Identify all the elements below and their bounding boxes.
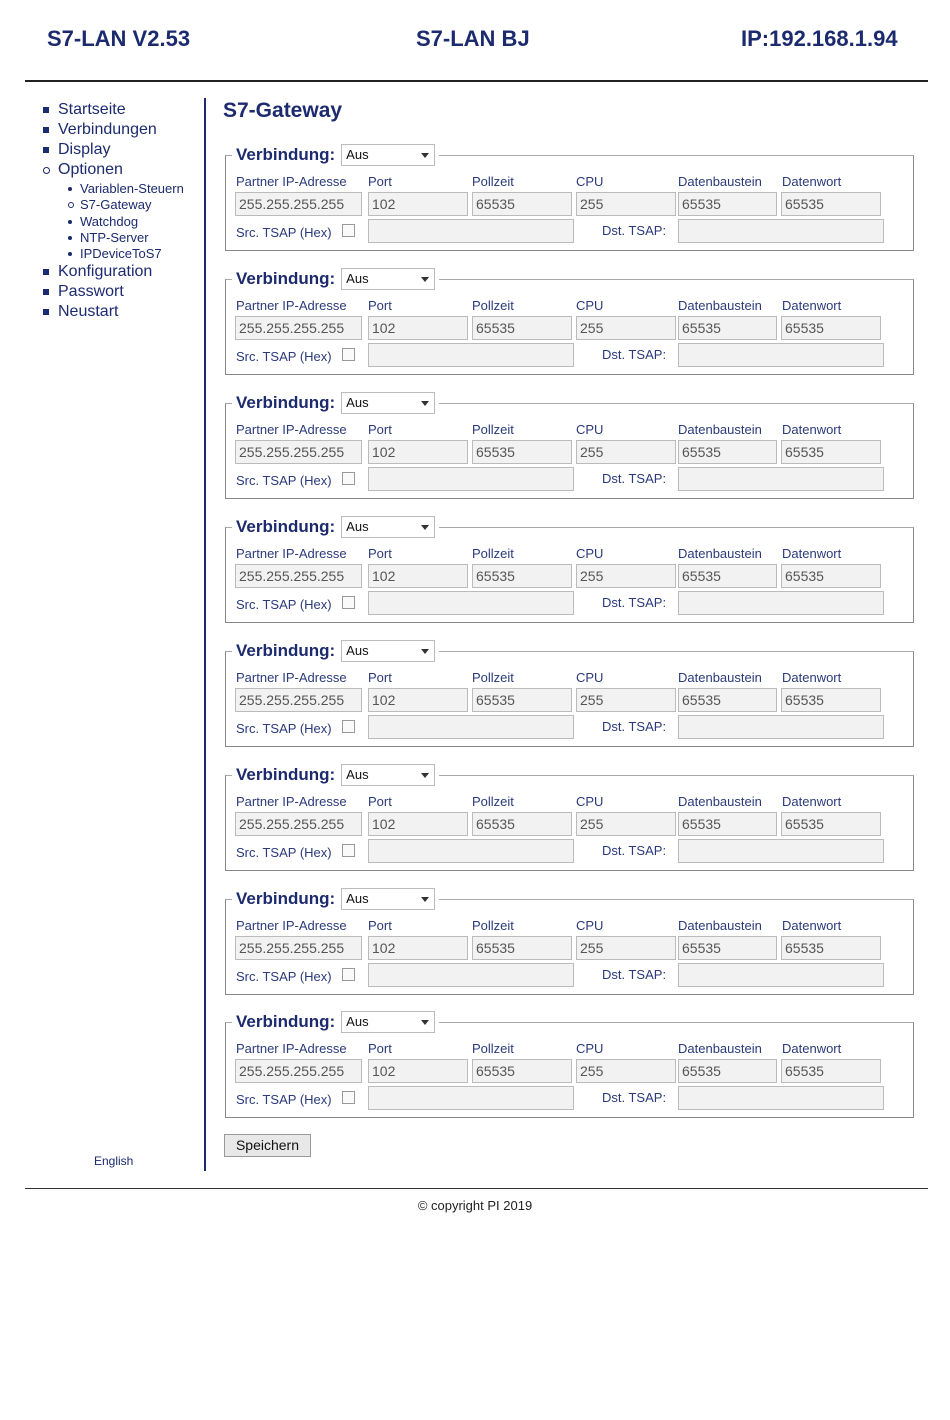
datenbaustein-input[interactable]: 65535	[678, 316, 777, 340]
cpu-input[interactable]: 255	[576, 936, 676, 960]
pollzeit-input[interactable]: 65535	[472, 192, 572, 216]
sidebar-item-passwort[interactable]	[40, 282, 200, 302]
port-label: Port	[368, 1041, 392, 1056]
cpu-input[interactable]: 255	[576, 440, 676, 464]
pollzeit-label: Pollzeit	[472, 670, 514, 685]
datenwort-input[interactable]: 65535	[781, 812, 881, 836]
datenbaustein-label: Datenbaustein	[678, 1041, 762, 1056]
square-bullet-icon	[43, 269, 49, 275]
src-tsap-label: Src. TSAP (Hex)	[236, 225, 332, 240]
src-tsap-checkbox[interactable]	[342, 224, 355, 237]
sidebar-item-optionen[interactable]	[40, 160, 200, 180]
src-tsap-label: Src. TSAP (Hex)	[236, 473, 332, 488]
sidebar-subitem-label: Variablen-Steuern	[80, 181, 184, 196]
datenwort-input[interactable]: 65535	[781, 936, 881, 960]
connection-legend	[232, 762, 439, 788]
connection-legend	[232, 390, 439, 416]
port-label: Port	[368, 298, 392, 313]
partner-ip-label: Partner IP-Adresse	[236, 546, 347, 561]
header-divider	[25, 80, 928, 82]
pollzeit-label: Pollzeit	[472, 174, 514, 189]
disc-bullet-icon	[68, 236, 72, 240]
connection-mode-select[interactable]	[341, 392, 435, 414]
datenwort-label: Datenwort	[782, 918, 842, 933]
sidebar-subitem-s7-gateway[interactable]	[40, 197, 200, 213]
dst-tsap-input[interactable]	[678, 839, 884, 863]
sidebar-item-label: Startseite	[58, 101, 126, 118]
datenbaustein-label: Datenbaustein	[678, 174, 762, 189]
datenbaustein-input[interactable]: 65535	[678, 688, 777, 712]
dst-tsap-label: Dst. TSAP:	[602, 719, 667, 734]
src-tsap-input[interactable]	[368, 219, 574, 243]
partner-ip-input[interactable]: 255.255.255.255	[235, 936, 362, 960]
pollzeit-label: Pollzeit	[472, 298, 514, 313]
port-input[interactable]: 102	[368, 440, 468, 464]
pollzeit-input[interactable]: 65535	[472, 564, 572, 588]
port-label: Port	[368, 794, 392, 809]
datenbaustein-input[interactable]: 65535	[678, 440, 777, 464]
datenwort-input[interactable]: 65535	[781, 564, 881, 588]
cpu-input[interactable]: 255	[576, 192, 676, 216]
src-tsap-label: Src. TSAP (Hex)	[236, 349, 332, 364]
footer-divider	[25, 1188, 928, 1189]
chevron-down-icon	[421, 401, 429, 406]
connection-mode-value: Aus	[346, 271, 369, 286]
connection-fieldset	[225, 1012, 914, 1118]
port-input[interactable]: 102	[368, 688, 468, 712]
port-input[interactable]: 102	[368, 316, 468, 340]
partner-ip-label: Partner IP-Adresse	[236, 794, 347, 809]
partner-ip-input[interactable]: 255.255.255.255	[235, 192, 362, 216]
partner-ip-label: Partner IP-Adresse	[236, 174, 347, 189]
sidebar-item-verbindungen[interactable]	[40, 120, 200, 140]
datenwort-label: Datenwort	[782, 794, 842, 809]
src-tsap-input[interactable]	[368, 963, 574, 987]
connection-fieldset	[225, 269, 914, 375]
sidebar-submenu	[40, 181, 200, 262]
port-input[interactable]: 102	[368, 812, 468, 836]
connection-mode-value: Aus	[346, 1014, 369, 1029]
chevron-down-icon	[421, 277, 429, 282]
pollzeit-input[interactable]: 65535	[472, 1059, 572, 1083]
src-tsap-label: Src. TSAP (Hex)	[236, 721, 332, 736]
square-bullet-icon	[43, 289, 49, 295]
sidebar-nav	[40, 100, 200, 322]
connection-fieldset	[225, 517, 914, 623]
cpu-label: CPU	[576, 422, 604, 437]
cpu-label: CPU	[576, 1041, 604, 1056]
pollzeit-label: Pollzeit	[472, 1041, 514, 1056]
cpu-label: CPU	[576, 794, 604, 809]
connection-legend	[232, 638, 439, 664]
sidebar-subitem-label: S7-Gateway	[80, 197, 152, 213]
src-tsap-checkbox[interactable]	[342, 720, 355, 733]
page-header	[0, 0, 950, 80]
datenbaustein-input[interactable]: 65535	[678, 192, 777, 216]
port-label: Port	[368, 670, 392, 685]
dst-tsap-input[interactable]	[678, 963, 884, 987]
connection-mode-value: Aus	[346, 147, 369, 162]
sidebar-divider	[204, 98, 206, 1171]
cpu-label: CPU	[576, 546, 604, 561]
datenwort-label: Datenwort	[782, 174, 842, 189]
square-bullet-icon	[43, 127, 49, 133]
dst-tsap-label: Dst. TSAP:	[602, 843, 667, 858]
connection-legend	[232, 1009, 439, 1035]
save-button[interactable]: Speichern	[224, 1134, 311, 1157]
src-tsap-checkbox[interactable]	[342, 472, 355, 485]
src-tsap-checkbox[interactable]	[342, 844, 355, 857]
sidebar-item-neustart[interactable]	[40, 302, 200, 322]
cpu-label: CPU	[576, 670, 604, 685]
cpu-label: CPU	[576, 174, 604, 189]
datenbaustein-label: Datenbaustein	[678, 918, 762, 933]
partner-ip-label: Partner IP-Adresse	[236, 918, 347, 933]
port-input[interactable]: 102	[368, 192, 468, 216]
dst-tsap-input[interactable]	[678, 467, 884, 491]
connection-mode-value: Aus	[346, 891, 369, 906]
cpu-input[interactable]: 255	[576, 1059, 676, 1083]
square-bullet-icon	[43, 107, 49, 113]
sidebar-item-label: Konfiguration	[58, 263, 153, 281]
sidebar-item-label: Verbindungen	[58, 121, 157, 138]
sidebar-item-label: Optionen	[58, 161, 123, 178]
pollzeit-label: Pollzeit	[472, 422, 514, 437]
datenwort-input[interactable]: 65535	[781, 192, 881, 216]
pollzeit-label: Pollzeit	[472, 546, 514, 561]
connection-fieldset	[225, 641, 914, 747]
disc-bullet-icon	[68, 220, 72, 224]
port-label: Port	[368, 422, 392, 437]
datenbaustein-label: Datenbaustein	[678, 298, 762, 313]
device-ip: IP:192.168.1.94	[741, 26, 898, 51]
sidebar-subitem-variablen-steuern[interactable]	[40, 181, 200, 197]
sidebar-subitem-watchdog[interactable]	[40, 214, 200, 230]
connection-mode-value: Aus	[346, 643, 369, 658]
connection-mode-value: Aus	[346, 395, 369, 410]
dst-tsap-label: Dst. TSAP:	[602, 967, 667, 982]
datenwort-input[interactable]: 65535	[781, 440, 881, 464]
datenwort-label: Datenwort	[782, 546, 842, 561]
datenbaustein-input[interactable]: 65535	[678, 1059, 777, 1083]
dst-tsap-label: Dst. TSAP:	[602, 1090, 667, 1105]
dst-tsap-input[interactable]	[678, 343, 884, 367]
dst-tsap-input[interactable]	[678, 715, 884, 739]
connection-mode-select[interactable]	[341, 888, 435, 910]
copyright-footer: © copyright PI 2019	[417, 1198, 533, 1213]
connection-mode-select[interactable]	[341, 268, 435, 290]
port-label: Port	[368, 546, 392, 561]
connection-label: Verbindung:	[236, 765, 336, 784]
port-label: Port	[368, 918, 392, 933]
partner-ip-label: Partner IP-Adresse	[236, 670, 347, 685]
datenbaustein-input[interactable]: 65535	[678, 936, 777, 960]
src-tsap-input[interactable]	[368, 591, 574, 615]
pollzeit-input[interactable]: 65535	[472, 936, 572, 960]
cpu-label: CPU	[576, 298, 604, 313]
cpu-input[interactable]: 255	[576, 688, 676, 712]
pollzeit-input[interactable]: 65535	[472, 688, 572, 712]
port-input[interactable]: 102	[368, 936, 468, 960]
src-tsap-label: Src. TSAP (Hex)	[236, 969, 332, 984]
chevron-down-icon	[421, 773, 429, 778]
datenwort-label: Datenwort	[782, 670, 842, 685]
sidebar-subitem-label: Watchdog	[80, 213, 139, 229]
partner-ip-input[interactable]: 255.255.255.255	[235, 564, 362, 588]
datenwort-label: Datenwort	[782, 422, 842, 437]
src-tsap-label: Src. TSAP (Hex)	[236, 1092, 332, 1107]
pollzeit-input[interactable]: 65535	[472, 316, 572, 340]
connection-mode-select[interactable]	[341, 516, 435, 538]
connection-mode-value: Aus	[346, 519, 369, 534]
cpu-input[interactable]: 255	[576, 564, 676, 588]
datenwort-label: Datenwort	[782, 1041, 842, 1056]
cpu-input[interactable]: 255	[576, 316, 676, 340]
square-bullet-icon	[43, 309, 49, 315]
sidebar-item-konfiguration[interactable]	[40, 262, 200, 282]
partner-ip-input[interactable]: 255.255.255.255	[235, 812, 362, 836]
port-input[interactable]: 102	[368, 1059, 468, 1083]
datenbaustein-label: Datenbaustein	[678, 546, 762, 561]
src-tsap-input[interactable]	[368, 467, 574, 491]
pollzeit-input[interactable]: 65535	[472, 812, 572, 836]
square-bullet-icon	[43, 147, 49, 153]
src-tsap-input[interactable]	[368, 839, 574, 863]
sidebar-item-label: Neustart	[58, 303, 119, 321]
port-input[interactable]: 102	[368, 564, 468, 588]
connection-legend	[232, 886, 439, 912]
chevron-down-icon	[421, 897, 429, 902]
partner-ip-label: Partner IP-Adresse	[236, 1041, 347, 1056]
datenbaustein-label: Datenbaustein	[678, 670, 762, 685]
connection-label: Verbindung:	[236, 889, 336, 908]
connection-legend	[232, 266, 439, 292]
pollzeit-input[interactable]: 65535	[472, 440, 572, 464]
dst-tsap-input[interactable]	[678, 591, 884, 615]
datenwort-input[interactable]: 65535	[781, 1059, 881, 1083]
sidebar-subitem-label: IPDeviceToS7	[80, 246, 162, 262]
port-label: Port	[368, 174, 392, 189]
connection-mode-select[interactable]	[341, 764, 435, 786]
chevron-down-icon	[421, 153, 429, 158]
partner-ip-label: Partner IP-Adresse	[236, 422, 347, 437]
src-tsap-input[interactable]	[368, 715, 574, 739]
chevron-down-icon	[421, 649, 429, 654]
src-tsap-label: Src. TSAP (Hex)	[236, 597, 332, 612]
datenwort-input[interactable]: 65535	[781, 316, 881, 340]
connection-legend	[232, 514, 439, 540]
connection-label: Verbindung:	[236, 269, 336, 288]
connection-mode-select[interactable]	[341, 1011, 435, 1033]
chevron-down-icon	[421, 525, 429, 530]
circle-bullet-icon	[43, 167, 50, 174]
connection-legend	[232, 142, 439, 168]
connection-label: Verbindung:	[236, 145, 336, 164]
circle-bullet-icon	[68, 202, 74, 208]
src-tsap-input[interactable]	[368, 1086, 574, 1110]
sidebar-subitem-ipdevicetos7[interactable]	[40, 246, 200, 262]
sidebar-subitem-ntp-server[interactable]	[40, 230, 200, 246]
connection-label: Verbindung:	[236, 1012, 336, 1031]
language-link[interactable]: English	[94, 1154, 134, 1168]
connection-fieldset	[225, 393, 914, 499]
connection-fieldset	[225, 765, 914, 871]
connection-mode-select[interactable]	[341, 640, 435, 662]
dst-tsap-label: Dst. TSAP:	[602, 223, 667, 238]
dst-tsap-input[interactable]	[678, 219, 884, 243]
connection-fieldset	[225, 145, 914, 251]
sidebar-item-label: Passwort	[58, 283, 124, 301]
src-tsap-input[interactable]	[368, 343, 574, 367]
dst-tsap-label: Dst. TSAP:	[602, 347, 667, 362]
connection-label: Verbindung:	[236, 393, 336, 412]
connection-mode-select[interactable]	[341, 144, 435, 166]
dst-tsap-label: Dst. TSAP:	[602, 595, 667, 610]
sidebar-item-display[interactable]	[40, 140, 200, 160]
datenbaustein-label: Datenbaustein	[678, 422, 762, 437]
dst-tsap-input[interactable]	[678, 1086, 884, 1110]
cpu-label: CPU	[576, 918, 604, 933]
datenbaustein-input[interactable]: 65535	[678, 812, 777, 836]
datenwort-label: Datenwort	[782, 298, 842, 313]
connection-label: Verbindung:	[236, 641, 336, 660]
disc-bullet-icon	[68, 252, 72, 256]
dst-tsap-label: Dst. TSAP:	[602, 471, 667, 486]
cpu-input[interactable]: 255	[576, 812, 676, 836]
src-tsap-checkbox[interactable]	[342, 596, 355, 609]
datenwort-input[interactable]: 65535	[781, 688, 881, 712]
connection-mode-value: Aus	[346, 767, 369, 782]
pollzeit-label: Pollzeit	[472, 918, 514, 933]
device-name: S7-LAN BJ	[416, 26, 530, 51]
src-tsap-label: Src. TSAP (Hex)	[236, 845, 332, 860]
partner-ip-input[interactable]: 255.255.255.255	[235, 1059, 362, 1083]
partner-ip-input[interactable]: 255.255.255.255	[235, 688, 362, 712]
partner-ip-input[interactable]: 255.255.255.255	[235, 440, 362, 464]
pollzeit-label: Pollzeit	[472, 794, 514, 809]
chevron-down-icon	[421, 1020, 429, 1025]
sidebar-subitem-label: NTP-Server	[80, 229, 149, 245]
sidebar-item-label: Display	[58, 141, 111, 158]
src-tsap-checkbox[interactable]	[342, 1091, 355, 1104]
page-title: S7-Gateway	[223, 99, 343, 122]
sidebar-item-startseite[interactable]	[40, 100, 200, 120]
src-tsap-checkbox[interactable]	[342, 968, 355, 981]
datenbaustein-label: Datenbaustein	[678, 794, 762, 809]
connection-label: Verbindung:	[236, 517, 336, 536]
disc-bullet-icon	[68, 187, 72, 191]
partner-ip-label: Partner IP-Adresse	[236, 298, 347, 313]
partner-ip-input[interactable]: 255.255.255.255	[235, 316, 362, 340]
connection-fieldset	[225, 889, 914, 995]
src-tsap-checkbox[interactable]	[342, 348, 355, 361]
datenbaustein-input[interactable]: 65535	[678, 564, 777, 588]
firmware-version: S7-LAN V2.53	[47, 26, 191, 51]
